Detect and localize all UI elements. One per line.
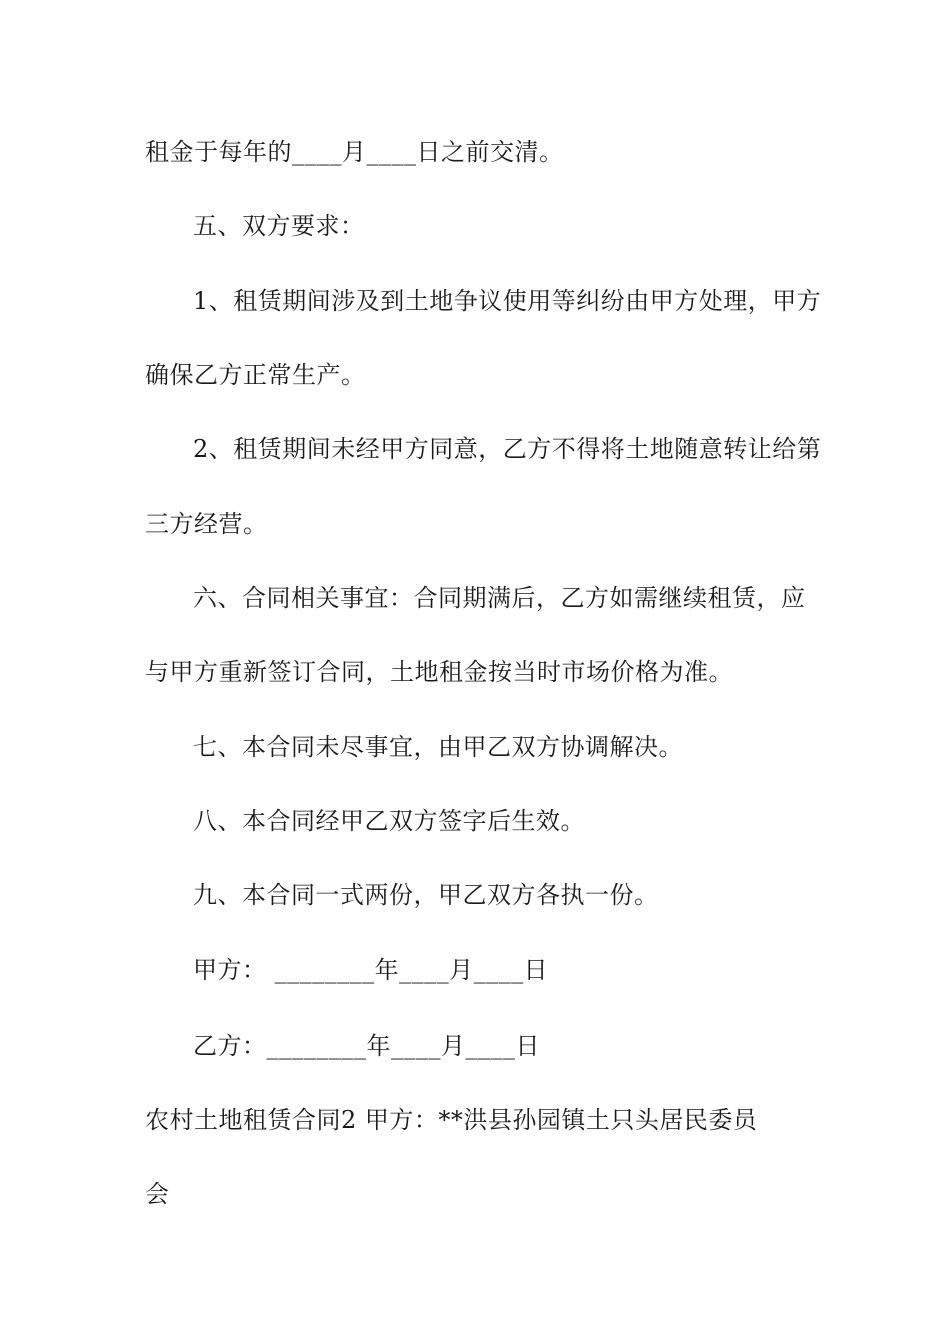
rent-payment-deadline-line: 租金于每年的____月____日之前交清。 (145, 138, 564, 166)
requirement-two-line-1: 2、租赁期间未经甲方同意，乙方不得将土地随意转让给第 (193, 435, 822, 463)
section-seven-line: 七、本合同未尽事宜，由甲乙双方协调解决。 (193, 733, 683, 761)
section-six-line-2: 与甲方重新签订合同，土地租金按当时市场价格为准。 (145, 658, 733, 686)
section-nine-line: 九、本合同一式两份，甲乙双方各执一份。 (193, 881, 659, 909)
party-b-signature-line: 乙方：________年____月____日 (193, 1032, 540, 1060)
requirement-one-line-1: 1、租赁期间涉及到土地争议使用等纠纷由甲方处理，甲方 (193, 287, 822, 315)
section-six-line-1: 六、合同相关事宜：合同期满后，乙方如需继续租赁，应 (193, 584, 806, 612)
second-contract-heading-continuation: 会 (145, 1180, 170, 1208)
section-eight-line: 八、本合同经甲乙双方签字后生效。 (193, 807, 585, 835)
party-a-signature-line: 甲方： ________年____月____日 (193, 956, 549, 984)
second-contract-heading-line: 农村土地租赁合同2 甲方：**洪县孙园镇土只头居民委员 (145, 1106, 758, 1134)
section-five-heading: 五、双方要求： (193, 212, 365, 240)
requirement-two-line-2: 三方经营。 (145, 510, 268, 538)
requirement-one-line-2: 确保乙方正常生产。 (145, 361, 366, 389)
